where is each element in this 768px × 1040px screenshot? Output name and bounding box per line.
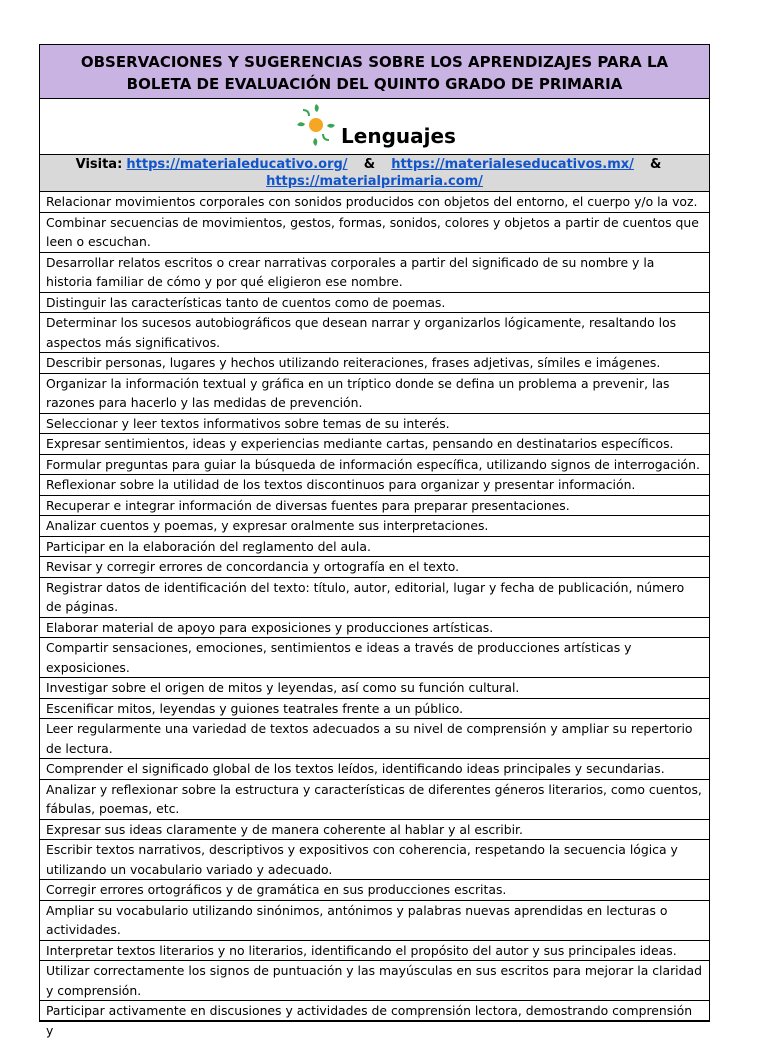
- observation-row: Leer regularmente una variedad de textos adecuados a su nivel de comprensión y ampliar su repertorio de lectura.: [40, 719, 709, 759]
- observation-row: Expresar sus ideas claramente y de manera coherente al hablar y al escribir.: [40, 820, 709, 841]
- observation-row: Describir personas, lugares y hechos utilizando reiteraciones, frases adjetivas, símiles e imágenes.: [40, 353, 709, 374]
- visit-label: Visita:: [75, 157, 123, 172]
- observation-row: Determinar los sucesos autobiográficos que desean narrar y organizarlos lógicamente, resaltando los aspectos más significativos.: [40, 313, 709, 353]
- observation-row: Revisar y corregir errores de concordancia y ortografía en el texto.: [40, 557, 709, 578]
- observation-row: Ampliar su vocabulario utilizando sinónimos, antónimos y palabras nuevas aprendidas en lecturas o actividades.: [40, 901, 709, 941]
- observation-row: Compartir sensaciones, emociones, sentimientos e ideas a través de producciones artísticas y exposiciones.: [40, 638, 709, 678]
- observations-list: [40, 192, 709, 1038]
- observation-row: Recuperar e integrar información de diversas fuentes para preparar presentaciones.: [40, 496, 709, 517]
- observation-row: Distinguir las características tanto de cuentos como de poemas.: [40, 293, 709, 314]
- separator: &: [363, 157, 376, 172]
- observation-row: Organizar la información textual y gráfica en un tríptico donde se defina un problema a prevenir, las razones para hacerlo y las medidas de prevención.: [40, 374, 709, 414]
- observation-row: Analizar cuentos y poemas, y expresar oralmente sus interpretaciones.: [40, 516, 709, 537]
- observations-table: [39, 44, 710, 1038]
- separator: &: [650, 157, 662, 172]
- observation-row: Corregir errores ortográficos y de gramática en sus producciones escritas.: [40, 880, 709, 901]
- observation-row: Registrar datos de identificación del texto: título, autor, editorial, lugar y fecha de publicación, número de páginas.: [40, 578, 709, 618]
- observation-row: Formular preguntas para guiar la búsqueda de información específica, utilizando signos de interrogación.: [40, 455, 709, 476]
- link-materialprimaria[interactable]: https://materialprimaria.com/: [266, 174, 483, 189]
- observation-row: Reflexionar sobre la utilidad de los textos discontinuos para organizar y presentar información.: [40, 475, 709, 496]
- observation-row: Elaborar material de apoyo para exposiciones y producciones artísticas.: [40, 618, 709, 639]
- logo-icon: [293, 100, 339, 150]
- observation-row: Desarrollar relatos escritos o crear narrativas corporales a partir del significado de su nombre y la historia familiar de cómo y por qué eligieron ese nombre.: [40, 253, 709, 293]
- link-materialeseducativos[interactable]: https://materialeseducativos.mx/: [391, 157, 634, 172]
- visit-links: [40, 155, 709, 192]
- observation-row: Participar activamente en discusiones y actividades de comprensión lectora, demostrando comprensión y: [40, 1001, 709, 1021]
- observation-row: Relacionar movimientos corporales con sonidos producidos con objetos del entorno, el cuerpo y/o la voz.: [40, 192, 709, 213]
- observation-row: Escenificar mitos, leyendas y guiones teatrales frente a un público.: [40, 699, 709, 720]
- observation-row: Seleccionar y leer textos informativos sobre temas de su interés.: [40, 414, 709, 435]
- observation-row: Escribir textos narrativos, descriptivos y expositivos con coherencia, respetando la secuencia lógica y utilizando un vocabulario variado y adecuado.: [40, 840, 709, 880]
- observation-row: Participar en la elaboración del reglamento del aula.: [40, 537, 709, 558]
- observation-row: Comprender el significado global de los textos leídos, identificando ideas principales y secundarias.: [40, 759, 709, 780]
- observation-row: Interpretar textos literarios y no literarios, identificando el propósito del autor y sus principales ideas.: [40, 941, 709, 962]
- observation-row: Investigar sobre el origen de mitos y leyendas, así como su función cultural.: [40, 678, 709, 699]
- observation-row: Expresar sentimientos, ideas y experiencias mediante cartas, pensando en destinatarios específicos.: [40, 434, 709, 455]
- observation-row: Utilizar correctamente los signos de puntuación y las mayúsculas en sus escritos para mejorar la claridad y comprensión.: [40, 961, 709, 1001]
- subject-title: Lenguajes: [341, 123, 456, 148]
- observation-row: Analizar y reflexionar sobre la estructura y características de diferentes géneros literarios, como cuentos, fábulas, poemas, etc.: [40, 780, 709, 820]
- subject-header: [40, 99, 709, 155]
- observation-row: Combinar secuencias de movimientos, gestos, formas, sonidos, colores y objetos a partir de cuentos que leen o escuchan.: [40, 213, 709, 253]
- document-title: OBSERVACIONES Y SUGERENCIAS SOBRE LOS APRENDIZAJES PARA LA BOLETA DE EVALUACIÓN DEL QUINTO GRADO DE PRIMARIA: [40, 45, 709, 99]
- link-materialeducativo[interactable]: https://materialeducativo.org/: [126, 157, 348, 172]
